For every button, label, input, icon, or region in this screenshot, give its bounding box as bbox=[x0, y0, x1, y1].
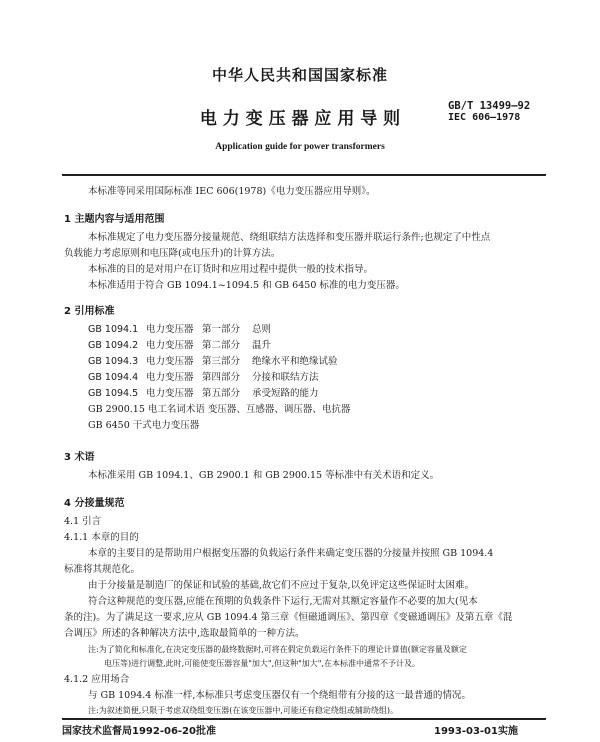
reference-list bbox=[88, 324, 350, 436]
section-1-paragraph-3: 本标准适用于符合 GB 1094.1~1094.5 和 GB 6450 标准的电力变压器。 bbox=[88, 280, 405, 291]
section-3-paragraph: 本标准采用 GB 1094.1、GB 2900.1 和 GB 2900.15 等标准中有关术语和定义。 bbox=[88, 470, 440, 481]
reference-subject: 分接和联结方法 bbox=[252, 372, 319, 383]
reference-item: GB 2900.15 电工名词术语 变压器、互感器、调压器、电抗器 bbox=[88, 404, 351, 415]
reference-title: 电力变压器 bbox=[146, 324, 194, 335]
reference-code: GB 1094.4 bbox=[88, 372, 139, 383]
reference-part: 第一部分 bbox=[202, 324, 241, 335]
note-1-line-2: 电压等)进行调整,此时,可能使变压器容量"加大",但这种"加大",在本标准中通常不予计及。 bbox=[104, 659, 421, 668]
section-1-paragraph-1-line-1: 本标准规定了电力变压器分接量规范、绕组联结方法选择和变压器并联运行条件;也规定了中性点 bbox=[88, 232, 491, 243]
reference-part: 第三部分 bbox=[202, 356, 241, 367]
section-1-heading: 1 主题内容与适用范围 bbox=[64, 214, 165, 225]
reference-item bbox=[88, 340, 350, 356]
effective-date: 1993-03-01实施 bbox=[434, 726, 518, 737]
standard-number: GB/T 13499—92 bbox=[448, 100, 531, 112]
reference-code: GB 1094.5 bbox=[88, 388, 139, 399]
reference-item bbox=[88, 324, 350, 340]
section-4-paragraph-4: 与 GB 1094.4 标准一样,本标准只考虑变压器仅有一个绕组带有分接的这一最普通的情况。 bbox=[88, 690, 471, 701]
note-1-line-1: 注:为了简化和标准化,在决定变压器的最终数据时,可将在假定负载运行条件下的理论计算值(额定容量及额定 bbox=[88, 645, 467, 654]
reference-subject: 承受短路的能力 bbox=[252, 388, 319, 399]
note-2: 注:为叙述简便,只限于考虑双绕组变压器(在该变压器中,可能还有稳定绕组或辅助绕组)。 bbox=[88, 706, 399, 715]
reference-subject: 绝缘水平和绝缘试验 bbox=[252, 356, 338, 367]
reference-title: 电力变压器 bbox=[146, 356, 194, 367]
reference-title: 电力变压器 bbox=[146, 372, 194, 383]
section-4-paragraph-2: 由于分接量是制造厂的保证和试验的基础,故它们不应过于复杂,以免评定这些保证时太困难。 bbox=[88, 580, 475, 591]
reference-code: GB 1094.2 bbox=[88, 340, 139, 351]
reference-code: GB 1094.3 bbox=[88, 356, 139, 367]
section-4-paragraph-3-line-2: 条的注)。为了满足这一要求,应从 GB 1094.4 第三章《恒磁通调压》、第四章《变磁通调压》及第五章《混 bbox=[64, 612, 513, 623]
reference-subject: 温升 bbox=[252, 340, 272, 351]
document-title-en: Application guide for power transformers bbox=[215, 142, 385, 152]
section-4-heading: 4 分接量规范 bbox=[64, 498, 125, 509]
section-4-paragraph-3-line-3: 合调压》所述的各种解决方法中,选取最简单的一种方法。 bbox=[64, 628, 305, 639]
reference-code: GB 1094.1 bbox=[88, 324, 139, 335]
approval-date: 国家技术监督局1992-06-20批准 bbox=[62, 726, 216, 737]
section-1-paragraph-2: 本标准的目的是对用户在订货时和应用过程中提供一般的技术指导。 bbox=[88, 264, 374, 275]
section-4-paragraph-1-line-1: 本章的主要目的是帮助用户根据变压器的负载运行条件来确定变压器的分接量并按照 GB 1094.4 bbox=[88, 548, 494, 559]
intro-paragraph: 本标准等同采用国际标准 IEC 606(1978)《电力变压器应用导则》。 bbox=[88, 186, 376, 197]
subsection-4-1-heading: 4.1 引言 bbox=[64, 516, 102, 527]
section-1-paragraph-1-line-2: 负载能力考虑原则和电压降(或电压升)的计算方法。 bbox=[64, 248, 281, 259]
subsection-4-1-1-heading: 4.1.1 本章的目的 bbox=[64, 532, 139, 543]
header-rule bbox=[62, 174, 546, 176]
reference-part: 第二部分 bbox=[202, 340, 241, 351]
national-standard-heading: 中华人民共和国国家标准 bbox=[211, 66, 388, 84]
reference-subject: 总则 bbox=[252, 324, 272, 335]
subsection-4-1-2-heading: 4.1.2 应用场合 bbox=[64, 674, 130, 685]
document-title-cn: 电 力 变 压 器 应 用 导 则 bbox=[199, 109, 401, 129]
reference-item bbox=[88, 372, 350, 388]
iec-number: IEC 606—1978 bbox=[448, 112, 521, 123]
section-4-paragraph-3-line-1: 符合这种规范的变压器,应能在预期的负载条件下运行,无需对其额定容量作不必要的加大(见本 bbox=[88, 596, 478, 607]
reference-item bbox=[88, 388, 350, 404]
reference-item bbox=[88, 356, 350, 372]
reference-part: 第五部分 bbox=[202, 388, 241, 399]
reference-title: 电力变压器 bbox=[146, 340, 194, 351]
reference-title: 电力变压器 bbox=[146, 388, 194, 399]
reference-item: GB 6450 干式电力变压器 bbox=[88, 420, 200, 431]
section-2-heading: 2 引用标准 bbox=[64, 306, 115, 317]
section-4-paragraph-1-line-2: 标准将其规范化。 bbox=[64, 564, 141, 575]
reference-part: 第四部分 bbox=[202, 372, 241, 383]
footer-rule bbox=[62, 718, 546, 720]
section-3-heading: 3 术语 bbox=[64, 452, 95, 463]
